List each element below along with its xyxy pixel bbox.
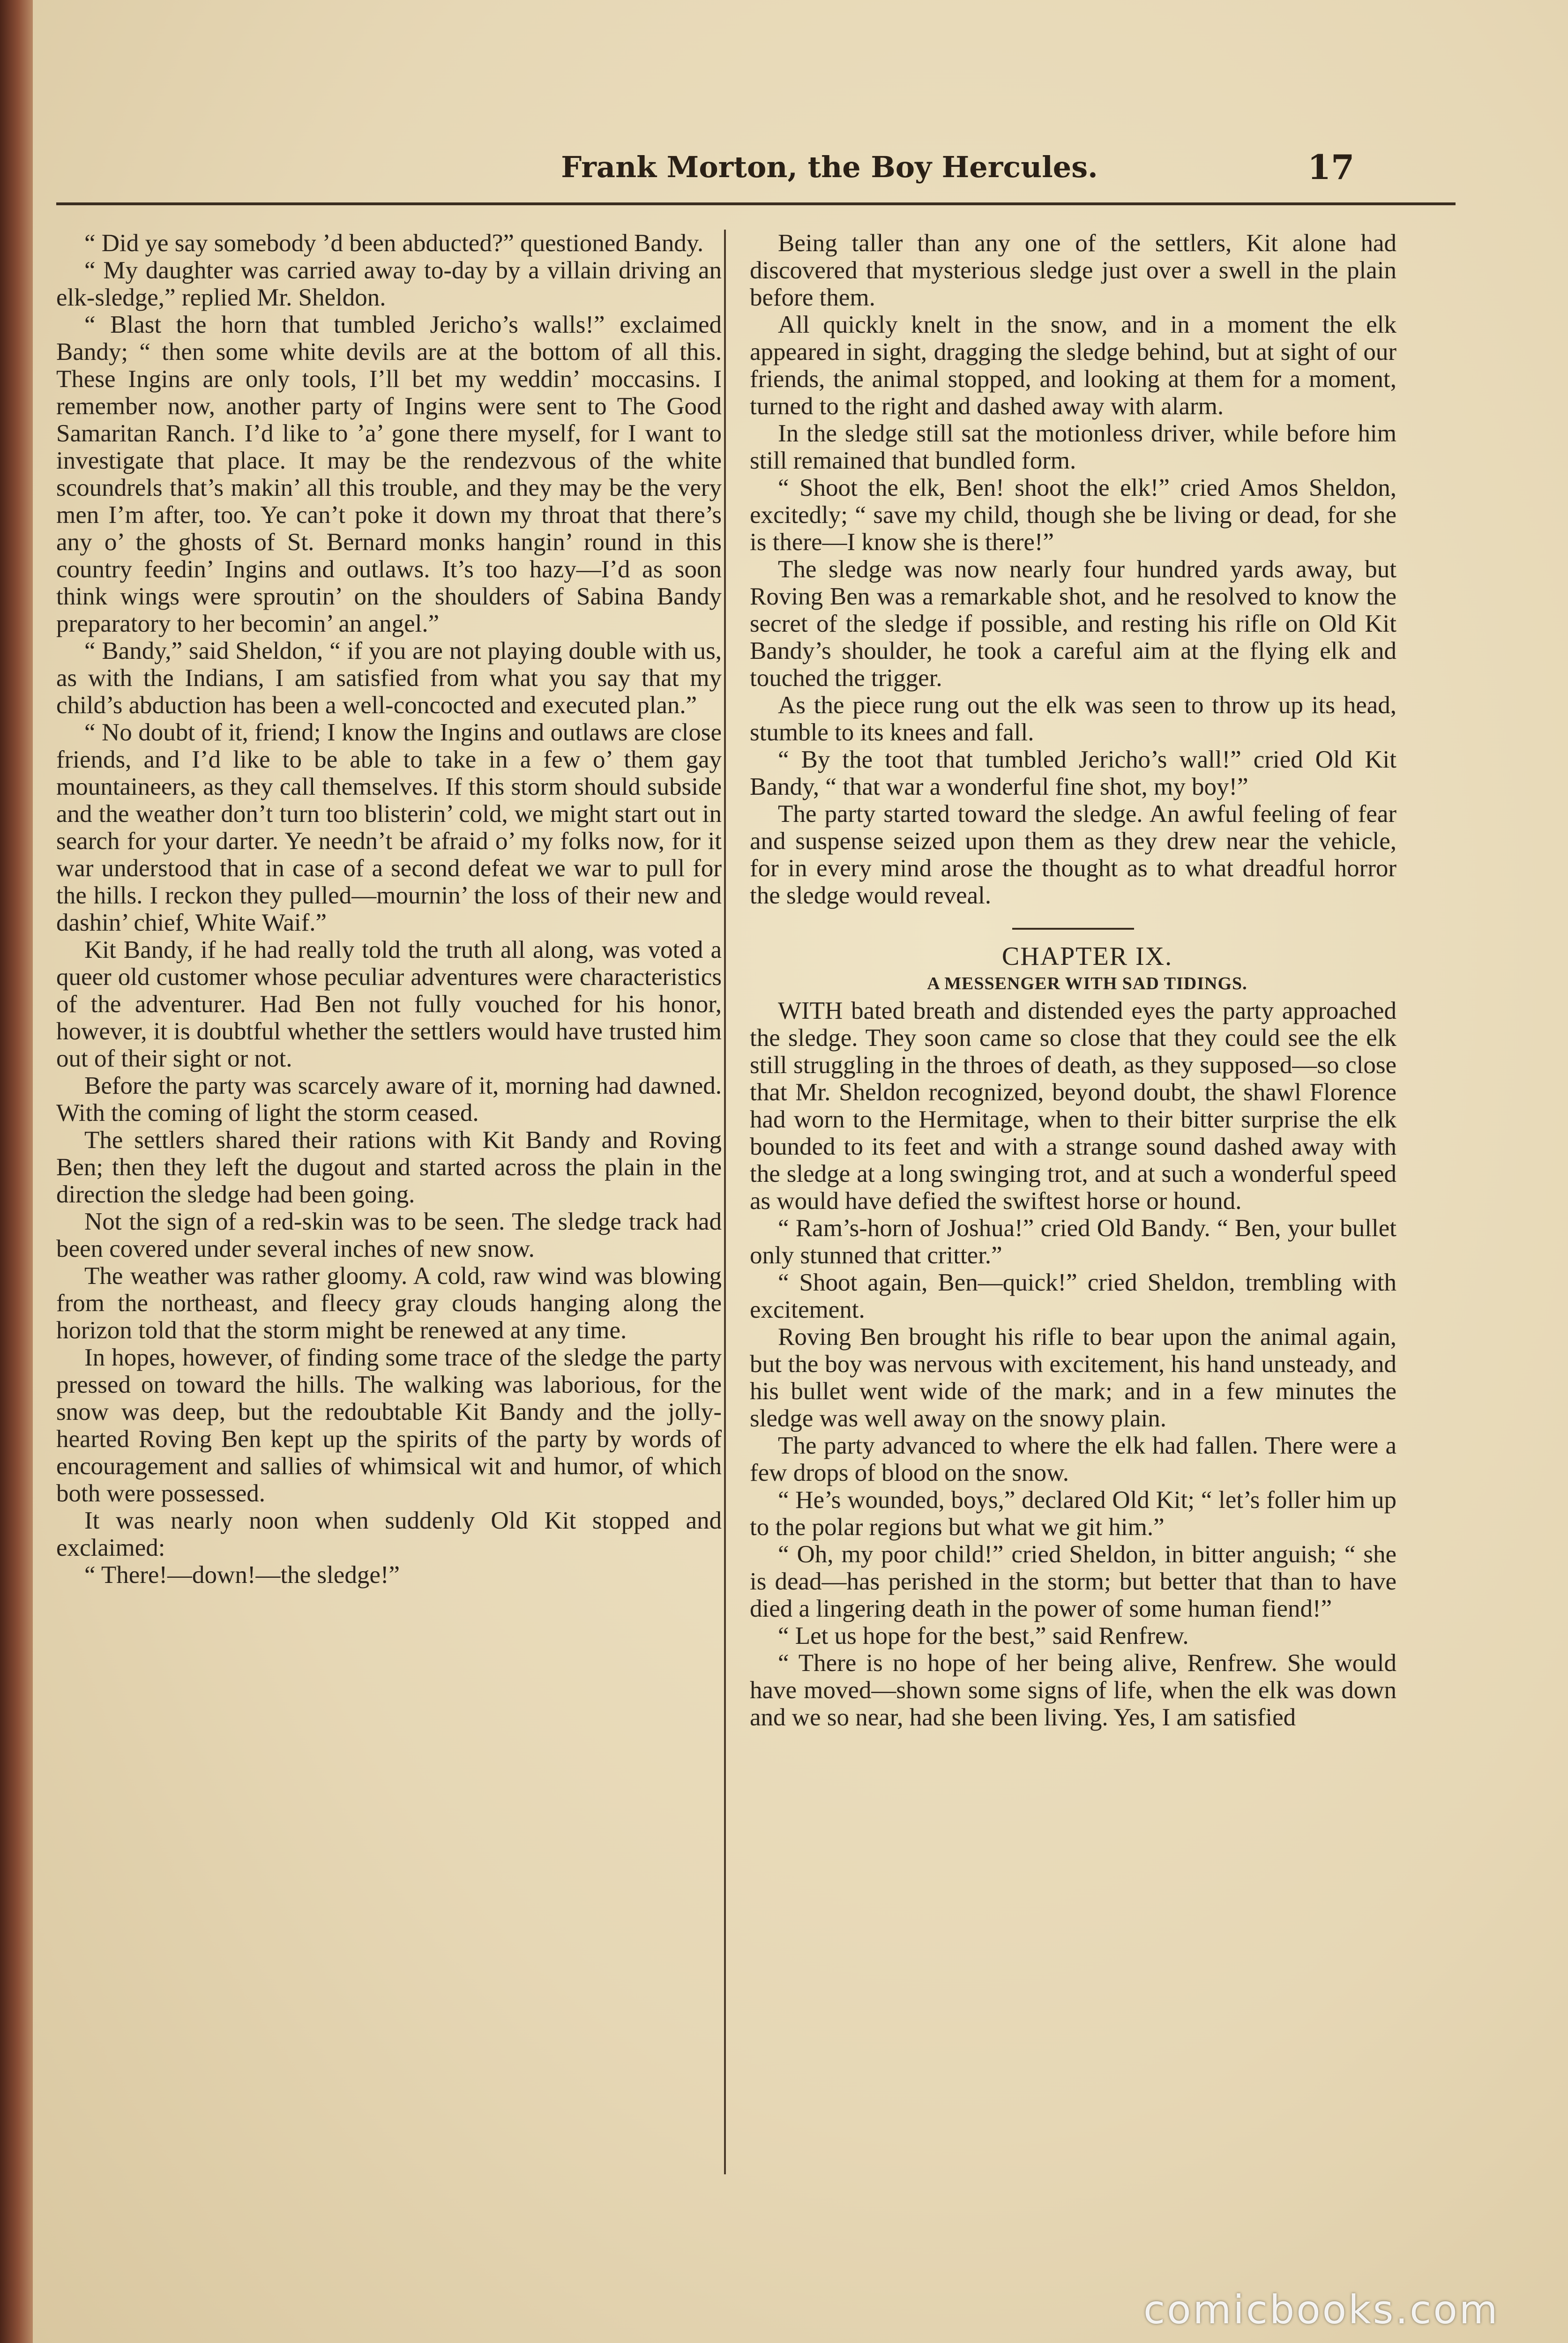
chapter-subtitle: A MESSENGER WITH SAD TIDINGS.: [927, 974, 1247, 993]
paragraph: The sledge was now nearly four hundred yards away, but Roving Ben was a remarkable shot, and he resolved to know the secret of the sledge if possible, and resting his rifle on Old Kit Bandy’s shoulder, he took a careful aim at the flying elk and touched the trigger.: [750, 556, 1396, 692]
book-page: [33, 0, 1568, 2343]
paragraph: Before the party was scarcely aware of it, morning had dawned. With the coming of light the storm ceased.: [56, 1072, 722, 1127]
paragraph: “ He’s wounded, boys,” declared Old Kit; “ let’s foller him up to the polar regions but what we git him.”: [750, 1486, 1396, 1541]
paragraph: “ Did ye say somebody ’d been abducted?” questioned Bandy.: [84, 230, 704, 257]
paragraph: “ Shoot the elk, Ben! shoot the elk!” cried Amos Sheldon, excitedly; “ save my child, though she be living or dead, for she is there—I know she is there!”: [750, 474, 1396, 556]
paragraph: Roving Ben brought his rifle to bear upon the animal again, but the boy was nervous with excitement, his hand unsteady, and his bullet went wide of the mark; and in a few minutes the sledge was well away on the snowy plain.: [750, 1323, 1396, 1432]
paragraph: “ By the toot that tumbled Jericho’s wall!” cried Old Kit Bandy, “ that war a wonderful fine shot, my boy!”: [750, 746, 1396, 800]
paragraph: The settlers shared their rations with Kit Bandy and Roving Ben; then they left the dugout and started across the plain in the direction the sledge had been going.: [56, 1127, 722, 1208]
paragraph: The party started toward the sledge. An awful feeling of fear and suspense seized upon them as they drew near the vehicle, for in every mind arose the thought as to what dreadful horror the sledge would reveal.: [750, 800, 1396, 909]
right-column: [726, 230, 1396, 2188]
paragraph: The party advanced to where the elk had fallen. There were a few drops of blood on the snow.: [750, 1432, 1396, 1486]
column-divider: [724, 230, 726, 2174]
paragraph: “ No doubt of it, friend; I know the Ingins and outlaws are close friends, and I’d like to be able to take in a few o’ them gay mountaineers, as they call themselves. If this storm should subside and the weather don’t turn too blisterin’ cold, we might start out in search for your darter. Ye needn’t be afraid o’ my folks now, for it war understood that in case of a second defeat we war to pull for the hills. I reckon they pulled—mournin’ the loss of their new and dashin’ chief, White Waif.”: [56, 719, 722, 936]
binding-spine: [0, 0, 33, 2343]
paragraph: “ Ram’s-horn of Joshua!” cried Old Bandy. “ Ben, your bullet only stunned that critter.”: [750, 1215, 1396, 1269]
paragraph: “ Oh, my poor child!” cried Sheldon, in bitter anguish; “ she is dead—has perished in the storm; but better that than to have died a lingering death in the power of some human fiend!”: [750, 1541, 1396, 1622]
paragraph: As the piece rung out the elk was seen to throw up its head, stumble to its knees and fall.: [750, 692, 1396, 746]
paragraph: “ My daughter was carried away to-day by a villain driving an elk-sledge,” replied Mr. Sheldon.: [56, 257, 722, 311]
paragraph: It was nearly noon when suddenly Old Kit stopped and exclaimed:: [56, 1507, 722, 1561]
watermark: comicbooks.com: [1143, 2287, 1500, 2333]
header-rule: [56, 202, 1456, 205]
paragraph: In the sledge still sat the motionless driver, while before him still remained that bundled form.: [750, 420, 1396, 474]
chapter-title: CHAPTER IX.: [1001, 942, 1173, 971]
paragraph: “ Bandy,” said Sheldon, “ if you are not playing double with us, as with the Indians, I am satisfied from what you say that my child’s abduction has been a well-concocted and executed plan.”: [56, 637, 722, 719]
page-header: [33, 147, 1568, 211]
paragraph: Kit Bandy, if he had really told the truth all along, was voted a queer old customer whose peculiar adventures were characteristics of the adventurer. Had Ben not fully vouched for his honor, however, it is doubtful whether the settlers would have trusted him out of their sight or not.: [56, 936, 722, 1072]
paragraph: “ Let us hope for the best,” said Renfrew.: [778, 1622, 1189, 1649]
paragraph: “ There is no hope of her being alive, Renfrew. She would have moved—shown some signs of life, when the elk was down and we so near, had she been living. Yes, I am satisfied: [750, 1649, 1396, 1731]
left-column: [56, 230, 722, 2188]
page-number: 17: [1307, 147, 1355, 187]
paragraph: Being taller than any one of the settlers, Kit alone had discovered that mysterious sledge just over a swell in the plain before them.: [750, 230, 1396, 311]
paragraph: “ Shoot again, Ben—quick!” cried Sheldon, trembling with excitement.: [750, 1269, 1396, 1323]
paragraph: Not the sign of a red-skin was to be seen. The sledge track had been covered under several inches of new snow.: [56, 1208, 722, 1262]
paragraph: The weather was rather gloomy. A cold, raw wind was blowing from the northeast, and fleecy gray clouds hanging along the horizon told that the storm might be renewed at any time.: [56, 1262, 722, 1344]
paragraph: WITH bated breath and distended eyes the party approached the sledge. They soon came so close that they could see the elk still struggling in the throes of death, as they supposed—so close that Mr. Sheldon recognized, beyond doubt, the shawl Florence had worn to the Hermitage, when to their bitter surprise the elk bounded to its feet and with a strange sound dashed away with the sledge at a long swinging trot, and at such a wonderful speed as would have defied the swiftest horse or hound.: [750, 997, 1396, 1215]
paragraph: All quickly knelt in the snow, and in a moment the elk appeared in sight, dragging the sledge behind, but at sight of our friends, the animal stopped, and looking at them for a moment, turned to the right and dashed away with alarm.: [750, 311, 1396, 420]
chapter-rule: [1012, 928, 1134, 930]
paragraph: “ There!—down!—the sledge!”: [84, 1561, 400, 1589]
running-head: Frank Morton, the Boy Hercules.: [561, 150, 1098, 184]
paragraph: “ Blast the horn that tumbled Jericho’s walls!” exclaimed Bandy; “ then some white devils are at the bottom of all this. These Ingins are only tools, I’ll bet my weddin’ moccasins. I remember now, another party of Ingins were sent to The Good Samaritan Ranch. I’d like to ’a’ gone there myself, for I want to investigate that place. It may be the rendezvous of the white scoundrels that’s makin’ all this trouble, and they may be the very men I’m after, too. Ye can’t poke it down my throat that there’s any o’ the ghosts of St. Bernard monks hangin’ round in this country feedin’ Ingins and outlaws. It’s too hazy—I’d as soon think wings were sproutin’ on the shoulders of Sabina Bandy preparatory to her becomin’ an angel.”: [56, 311, 722, 637]
paragraph: In hopes, however, of finding some trace of the sledge the party pressed on toward the hills. The walking was laborious, for the snow was deep, but the redoubtable Kit Bandy and the jolly-hearted Roving Ben kept up the spirits of the party by words of encouragement and sallies of whimsical wit and humor, of which both were possessed.: [56, 1344, 722, 1507]
